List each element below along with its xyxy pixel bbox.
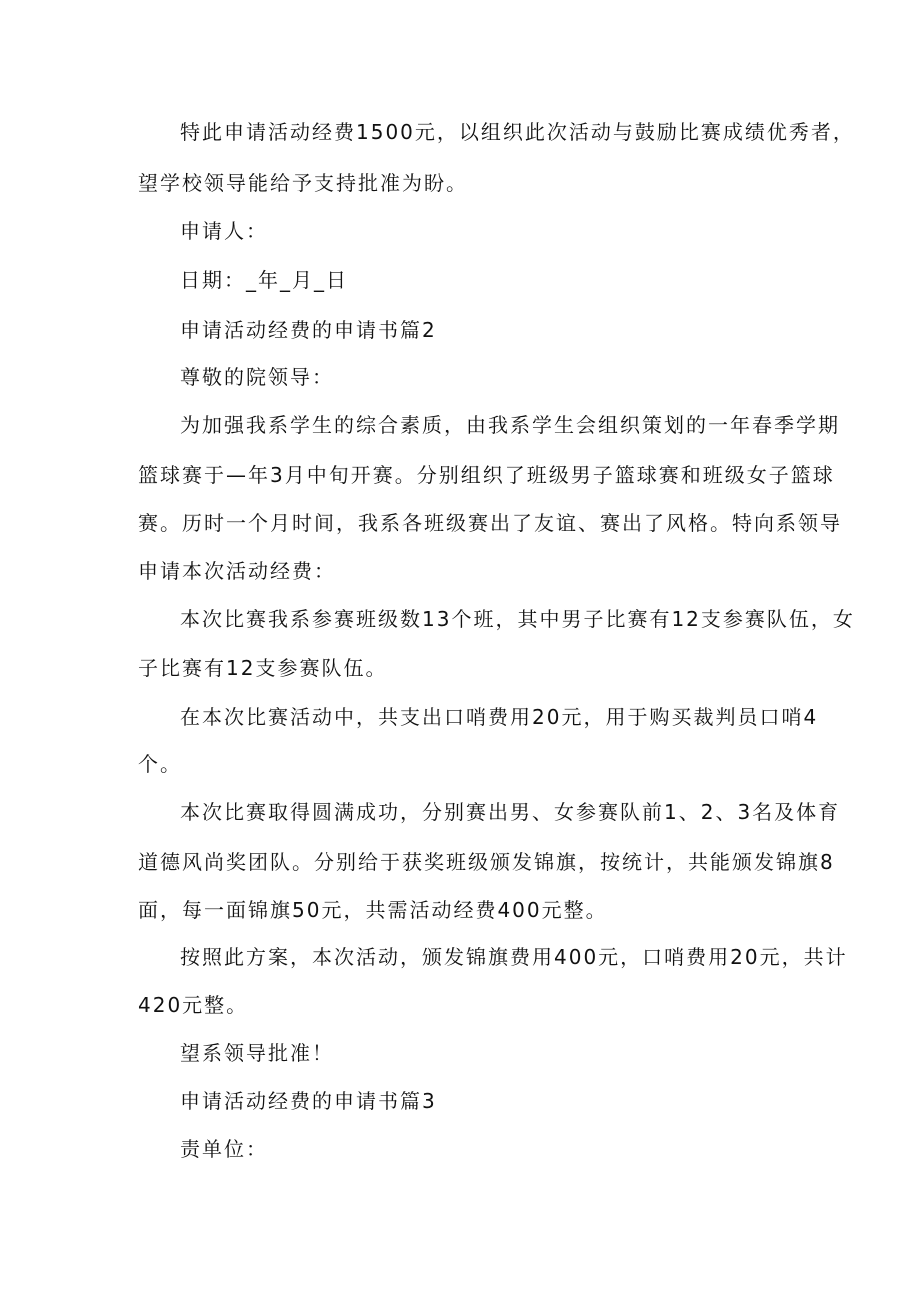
salutation: 尊敬的院领导： bbox=[180, 365, 334, 389]
paragraph-intro-line3: 赛。历时一个月时间，我系各班级赛出了友谊、赛出了风格。特向系领导 bbox=[138, 511, 842, 535]
paragraph-teams-line1: 本次比赛我系参赛班级数13个班，其中男子比赛有12支参赛队伍，女 bbox=[180, 607, 855, 631]
section-title-2: 申请活动经费的申请书篇2 bbox=[180, 318, 437, 342]
date-line: 日期：_年_月_日 bbox=[180, 268, 348, 292]
paragraph-whistle-line2: 个。 bbox=[138, 752, 182, 776]
responsible-unit-label: 责单位： bbox=[180, 1137, 268, 1161]
paragraph-funding-request-line2: 望学校领导能给予支持批准为盼。 bbox=[138, 171, 468, 195]
paragraph-intro-line1: 为加强我系学生的综合素质，由我系学生会组织策划的一年春季学期 bbox=[180, 413, 840, 437]
paragraph-awards-line3: 面，每一面锦旗50元，共需活动经费400元整。 bbox=[138, 898, 608, 922]
paragraph-awards-line2: 道德风尚奖团队。分别给于获奖班级颁发锦旗，按统计，共能颁发锦旗8 bbox=[138, 850, 835, 874]
applicant-label: 申请人： bbox=[180, 219, 268, 243]
paragraph-funding-request-line1: 特此申请活动经费1500元，以组织此次活动与鼓励比赛成绩优秀者， bbox=[180, 120, 855, 144]
paragraph-intro-line4: 申请本次活动经费： bbox=[138, 559, 336, 583]
paragraph-total-line1: 按照此方案，本次活动，颁发锦旗费用400元，口哨费用20元，共计 bbox=[180, 945, 848, 969]
paragraph-whistle-line1: 在本次比赛活动中，共支出口哨费用20元，用于购买裁判员口哨4 bbox=[180, 705, 819, 729]
paragraph-awards-line1: 本次比赛取得圆满成功，分别赛出男、女参赛队前1、2、3名及体育 bbox=[180, 800, 841, 824]
paragraph-teams-line2: 子比赛有12支参赛队伍。 bbox=[138, 656, 388, 680]
paragraph-intro-line2: 篮球赛于—年3月中旬开赛。分别组织了班级男子篮球赛和班级女子篮球 bbox=[138, 463, 835, 487]
paragraph-total-line2: 420元整。 bbox=[138, 993, 249, 1017]
section-title-3: 申请活动经费的申请书篇3 bbox=[180, 1089, 437, 1113]
approval-request: 望系领导批准！ bbox=[180, 1041, 334, 1065]
